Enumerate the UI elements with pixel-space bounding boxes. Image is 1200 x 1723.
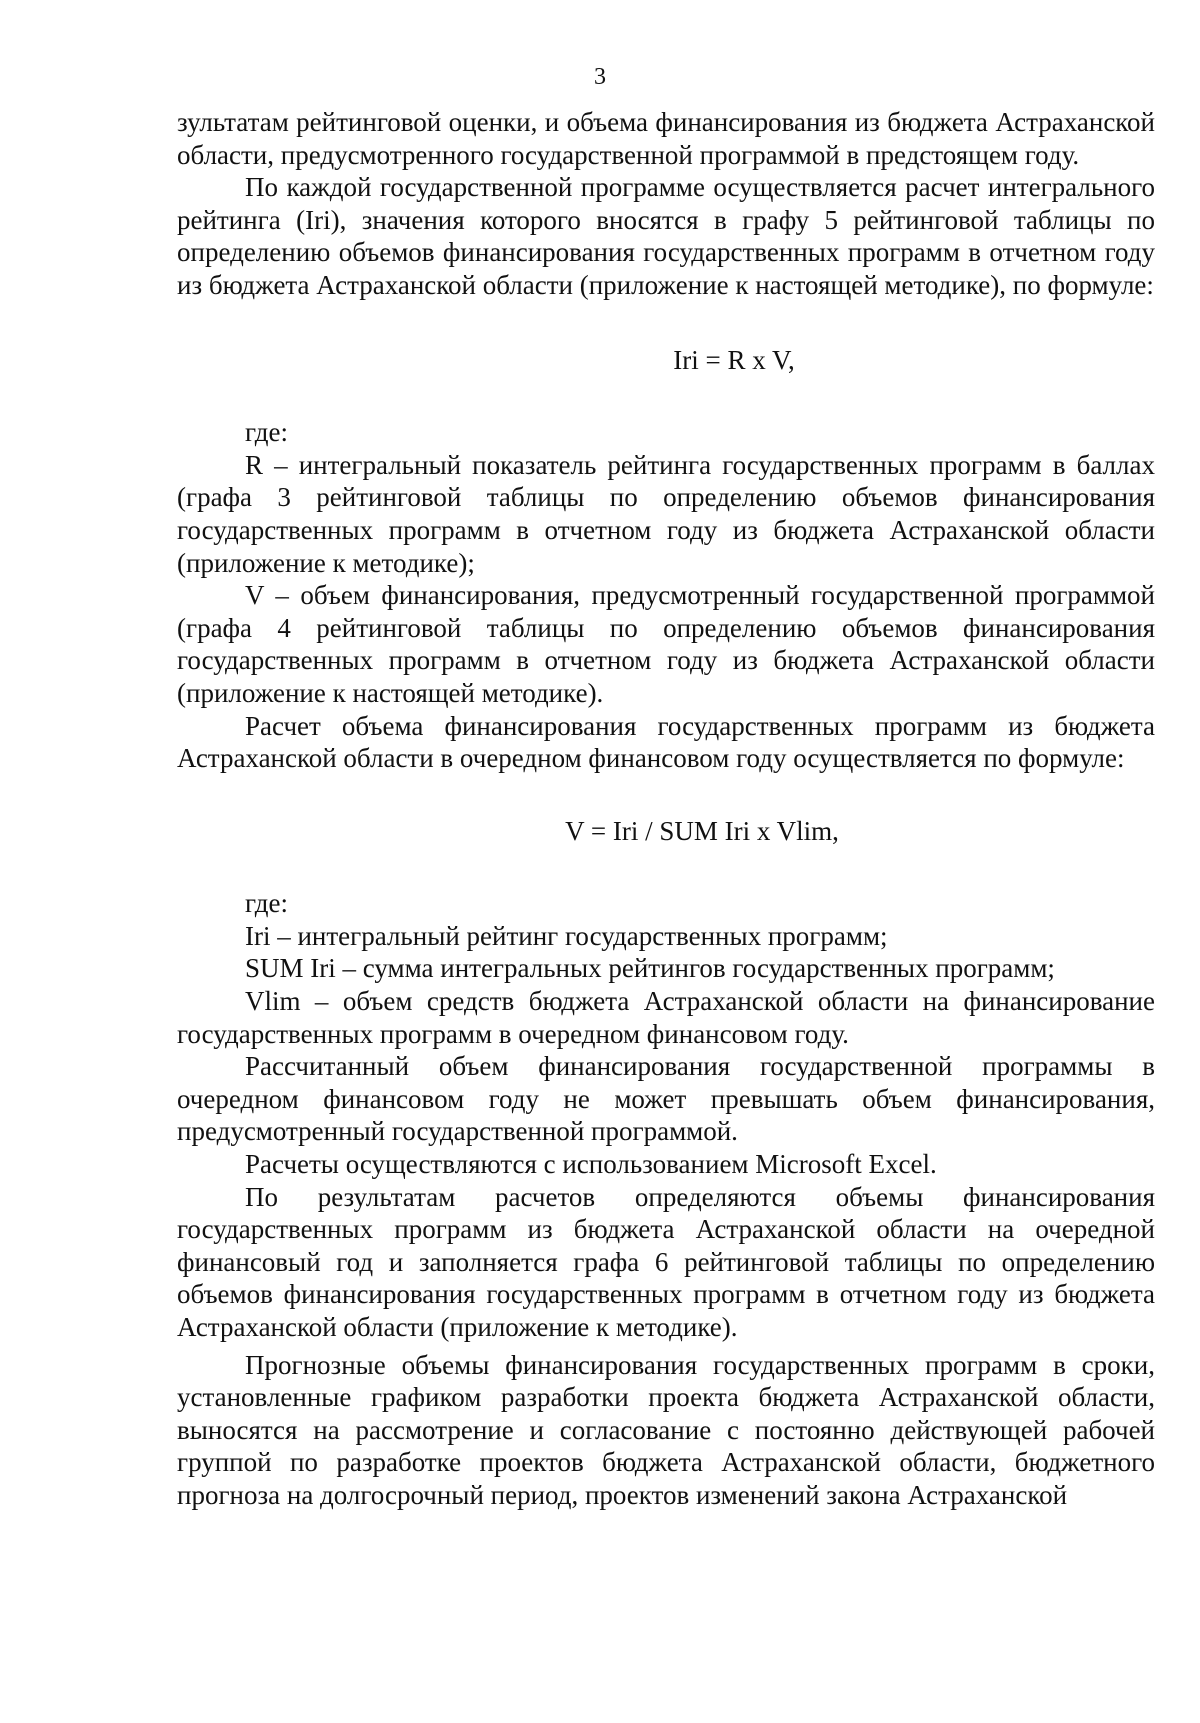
- paragraph-limit: Рассчитанный объем финансирования государственной программы в очередном финансовом году не может превышать объем финансирования, предусмотренный государственной программой.: [177, 1051, 1155, 1147]
- paragraph-results: По результатам расчетов определяются объемы финансирования государственных программ из бюджета Астраханской области на очередной финансовый год и заполняется графа 6 рейтинговой таблицы по определению объемов финансирования государственных программ в отчетном году из бюджета Астраханской области (приложение к методике).: [177, 1181, 1155, 1342]
- definition-iri: Iri – интегральный рейтинг государственных программ;: [245, 920, 888, 951]
- page-number: 3: [594, 64, 606, 90]
- definition-v: V – объем финансирования, предусмотренный государственной программой (графа 4 рейтинговой таблицы по определению объемов финансирования государственных программ в отчетном году из бюджета Астраханской области (приложение к настоящей методике).: [177, 580, 1155, 708]
- document-body: [177, 106, 1155, 1512]
- paragraph-integral-rating: По каждой государственной программе осуществляется расчет интегрального рейтинга (Iri), значения которого вносятся в графу 5 рейтинговой таблицы по определению объемов финансирования государственных программ в отчетном году из бюджета Астраханской области (приложение к настоящей методике), по формуле:: [177, 172, 1155, 300]
- paragraph-excel: Расчеты осуществляются с использованием Microsoft Excel.: [245, 1149, 937, 1180]
- paragraph-financing-calculation: Расчет объема финансирования государственных программ из бюджета Астраханской области в очередном финансовом году осуществляется по формуле:: [177, 710, 1155, 774]
- definition-sum-iri: SUM Iri – сумма интегральных рейтингов государственных программ;: [245, 953, 1055, 984]
- definition-r: R – интегральный показатель рейтинга государственных программ в баллах (графа 3 рейтинговой таблицы по определению объемов финансирования государственных программ в отчетном году из бюджета Астраханской области (приложение к методике);: [177, 449, 1155, 578]
- paragraph-forecast: Прогнозные объемы финансирования государственных программ в сроки, установленные графиком разработки проекта бюджета Астраханской области, выносятся на рассмотрение и согласование с постоянно действующей рабочей группой по разработке проектов бюджета Астраханской области, бюджетного прогноза на долгосрочный период, проектов изменений закона Астраханской: [177, 1349, 1155, 1510]
- definition-vlim: Vlim – объем средств бюджета Астраханской области на финансирование государственных программ в очередном финансовом году.: [177, 986, 1155, 1049]
- where-label-2: где:: [245, 888, 288, 919]
- formula-integral-rating: Iri = R x V,: [673, 344, 795, 375]
- paragraph-continuation: зультатам рейтинговой оценки, и объема финансирования из бюджета Астраханской области, предусмотренного государственной программой в предстоящем году.: [177, 107, 1155, 170]
- where-label-1: где:: [245, 417, 288, 448]
- formula-financing-volume: V = Iri / SUM Iri x Vlim,: [565, 815, 839, 846]
